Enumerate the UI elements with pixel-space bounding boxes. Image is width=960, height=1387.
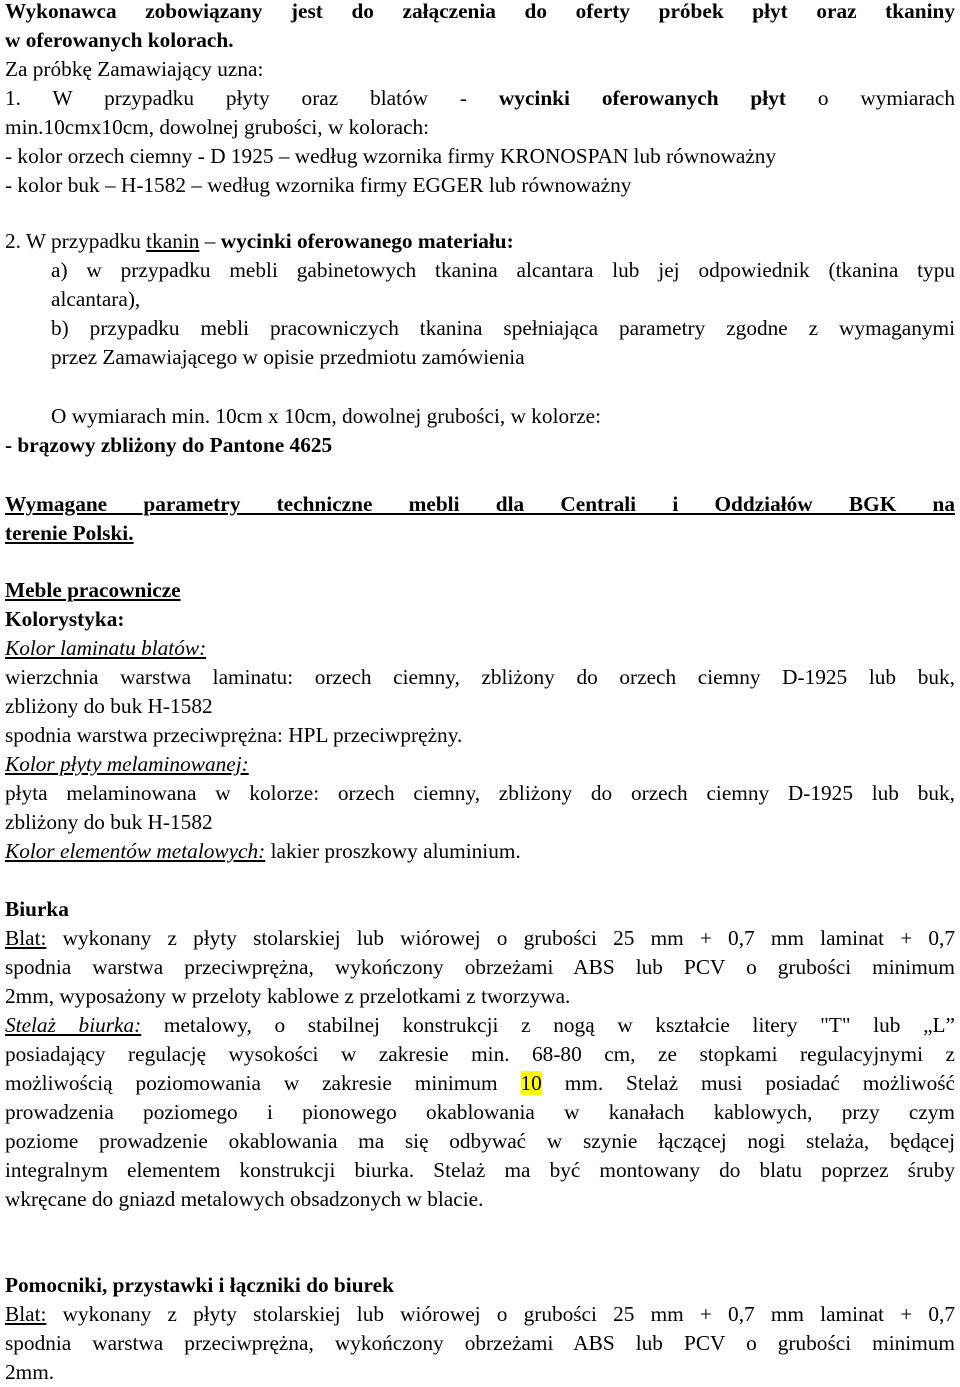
melamine-color-label: Kolor płyty melaminowanej: <box>5 752 249 776</box>
body-line: spodnia warstwa przeciwprężna, wykończony obrzeżami ABS lub PCV o grubości minimum <box>5 1331 955 1355</box>
sample-item-2: 2. W przypadku tkanin – wycinki oferowanego materiału: <box>5 229 514 253</box>
body-line: zbliżony do buk H-1582 <box>5 694 213 718</box>
textile-dimensions <box>5 402 955 460</box>
aux-top-line: Blat: wykonany z płyty stolarskiej lub wiórowej o grubości 25 mm + 0,7 mm laminat + 0,7 <box>5 1302 955 1326</box>
body-line: spodnia warstwa przeciwprężna, wykończony obrzeżami ABS lub PCV o grubości minimum <box>5 955 955 979</box>
intro-line: Wykonawca zobowiązany jest do załączenia do oferty próbek płyt oraz tkaniny <box>5 0 955 23</box>
intro-line: Za próbkę Zamawiający uzna: <box>5 57 264 81</box>
office-furniture-section <box>5 576 955 866</box>
section-title: Pomocniki, przystawki i łączniki do biurek <box>5 1273 394 1297</box>
body-line: prowadzenia poziomego i pionowego okablowania w kanałach kablowych, przy czym <box>5 1100 955 1124</box>
textile-line: b) przypadku mebli pracowniczych tkanina spełniająca parametry zgodne z wymaganymi <box>51 316 955 340</box>
section-title: Biurka <box>5 897 69 921</box>
body-line: możliwością poziomowania w zakresie minimum 10 mm. Stelaż musi posiadać możliwość <box>5 1071 955 1095</box>
body-line: posiadający regulację wysokości w zakresie min. 68-80 cm, ze stopkami regulacyjnymi z <box>5 1042 955 1066</box>
color-line: - kolor buk – H-1582 – według wzornika firmy EGGER lub równoważny <box>5 173 632 197</box>
body-line: wierzchnia warstwa laminatu: orzech ciemny, zbliżony do orzech ciemny D-1925 lub buk, <box>5 665 955 689</box>
body-line: 2mm. <box>5 1360 55 1384</box>
subsection-title: Kolorystyka: <box>5 607 125 631</box>
sample-item-1-cont: min.10cmx10cm, dowolnej grubości, w kolorach: <box>5 115 430 139</box>
body-line: poziome prowadzenie okablowania ma się odbywać w szynie łączącej nogi stelaża, będącej <box>5 1129 955 1153</box>
intro-line: w oferowanych kolorach. <box>5 28 234 52</box>
sample-item-1: 1. W przypadku płyty oraz blatów - wycinki oferowanych płyt o wymiarach <box>5 86 955 110</box>
color-line: - kolor orzech ciemny - D 1925 – według wzornika firmy KRONOSPAN lub równoważny <box>5 144 777 168</box>
intro-section <box>5 0 955 200</box>
textile-color-line: - brązowy zbliżony do Pantone 4625 <box>5 433 333 457</box>
textile-line: alcantara), <box>51 287 141 311</box>
metal-color-line: Kolor elementów metalowych: lakier proszkowy aluminium. <box>5 839 521 863</box>
dimension-line: O wymiarach min. 10cm x 10cm, dowolnej grubości, w kolorze: <box>51 404 602 428</box>
highlighted-value: 10 <box>520 1071 542 1095</box>
desk-top-line: Blat: wykonany z płyty stolarskiej lub wiórowej o grubości 25 mm + 0,7 mm laminat + 0,7 <box>5 926 955 950</box>
section-title: Meble pracownicze <box>5 578 181 602</box>
textile-section <box>5 227 955 372</box>
requirements-line: Wymagane parametry techniczne mebli dla Centrali i Oddziałów BGK na <box>5 492 955 516</box>
requirements-line: terenie Polski. <box>5 521 134 545</box>
body-line: integralnym elementem konstrukcji biurka. Stelaż ma być montowany do blatu poprzez śruby <box>5 1158 955 1182</box>
auxiliary-section <box>5 1271 955 1387</box>
desk-frame-line: Stelaż biurka: metalowy, o stabilnej konstrukcji z nogą w kształcie litery "T" lub „L” <box>5 1013 955 1037</box>
laminate-color-label: Kolor laminatu blatów: <box>5 636 207 660</box>
textile-line: a) w przypadku mebli gabinetowych tkanina alcantara lub jej odpowiednik (tkanina typu <box>51 258 955 282</box>
body-line: 2mm, wyposażony w przeloty kablowe z przelotkami z tworzywa. <box>5 984 571 1008</box>
body-line: wkręcane do gniazd metalowych obsadzonych w blacie. <box>5 1187 484 1211</box>
desks-section <box>5 895 955 1214</box>
body-line: płyta melaminowana w kolorze: orzech ciemny, zbliżony do orzech ciemny D-1925 lub buk, <box>5 781 955 805</box>
textile-line: przez Zamawiającego w opisie przedmiotu zamówienia <box>51 345 525 369</box>
body-line: spodnia warstwa przeciwprężna: HPL przeciwprężny. <box>5 723 463 747</box>
requirements-heading <box>5 490 955 548</box>
body-line: zbliżony do buk H-1582 <box>5 810 213 834</box>
